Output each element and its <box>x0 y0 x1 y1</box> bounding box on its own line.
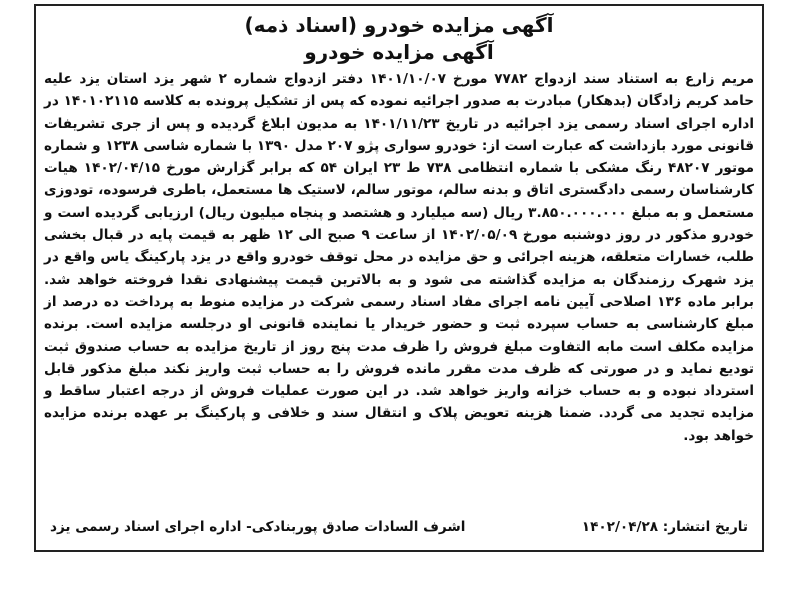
notice-subtitle: آگهی مزایده خودرو <box>304 40 494 64</box>
publish-date: تاریخ انتشار: ۱۴۰۲/۰۴/۲۸ <box>581 519 748 535</box>
notice-frame <box>34 4 764 552</box>
signature: اشرف السادات صادق پوربنادکی- اداره اجرای اسناد رسمی یزد <box>50 519 466 535</box>
notice-content <box>44 12 754 447</box>
notice-body: مریم زارع به استناد سند ازدواج ۷۷۸۲ مورخ ۱۴۰۱/۱۰/۰۷ دفتر ازدواج شماره ۲ شهر یزد استان یزد علیه حامد کریم زادگان (بدهکار) مبادرت به صدور اجرائیه نموده که پس از تشکیل پرونده به کلاسه ۱۴۰۱۰۲۱۱۵ در اداره اجرای اسناد رسمی یزد اجرائیه در تاریخ ۱۴۰۱/۱۱/۲۳ به مدیون ابلاغ گردیده و پس از جری تشریفات قانونی مورد بازداشت که عبارت است از: خودرو سواری پژو ۲۰۷ مدل ۱۳۹۰ با شماره شاسی ۱۲۳۸ و شماره موتور ۴۸۲۰۷ رنگ مشکی با شماره انتظامی ۷۳۸ ط ۲۳ ایران ۵۴ که برابر گزارش مورخ ۱۴۰۲/۰۴/۱۵ هیات کارشناسان رسمی دادگستری اتاق و بدنه سالم، موتور سالم، لاستیک ها مستعمل، باطری فرسوده، تودوزی مستعمل و به مبلغ ۳.۸۵۰.۰۰۰.۰۰۰ ریال (سه میلیارد و هشتصد و پنجاه میلیون ریال) ارزیابی گردیده است و خودرو مذکور در روز دوشنبه مورخ ۱۴۰۲/۰۵/۰۹ از ساعت ۹ صبح الی ۱۲ ظهر به قیمت پایه در قبال بخشی طلب، خسارات متعلقه، هزینه اجرائی و حق مزایده در محل توقف خودرو واقع در یزد پارکینگ یاس واقع در یزد شهرک رزمندگان به مزایده گذاشته می شود و به بالاترین قیمت پیشنهادی نقدا فروخته خواهد شد. برابر ماده ۱۳۶ اصلاحی آیین نامه اجرای مفاد اسناد رسمی شرکت در مزایده منوط به پرداخت ده درصد از مبلغ کارشناسی به حساب سپرده ثبت و حضور خریدار یا نماینده قانونی او درجلسه مزایده است. برنده مزایده مکلف است مابه التفاوت مبلغ فروش را ظرف مدت پنج روز از تاریخ مزایده به حساب صندوق ثبت تودیع نماید و در صورتی که ظرف مدت مقرر مانده فروش را به حساب ثبت واریز نکند مبلغ مذکور قابل استرداد نبوده و به حساب خزانه واریز خواهد شد. در این صورت عملیات فروش از درجه اعتبار ساقط و مزایده تجدید می گردد. ضمنا هزینه تعویض پلاک و انتقال سند و خلافی و پارکینگ بر عهده برنده مزایده خواهد بود. <box>44 71 755 444</box>
notice-title: آگهی مزایده خودرو (اسناد ذمه) <box>244 13 554 37</box>
notice-footer <box>50 516 748 538</box>
